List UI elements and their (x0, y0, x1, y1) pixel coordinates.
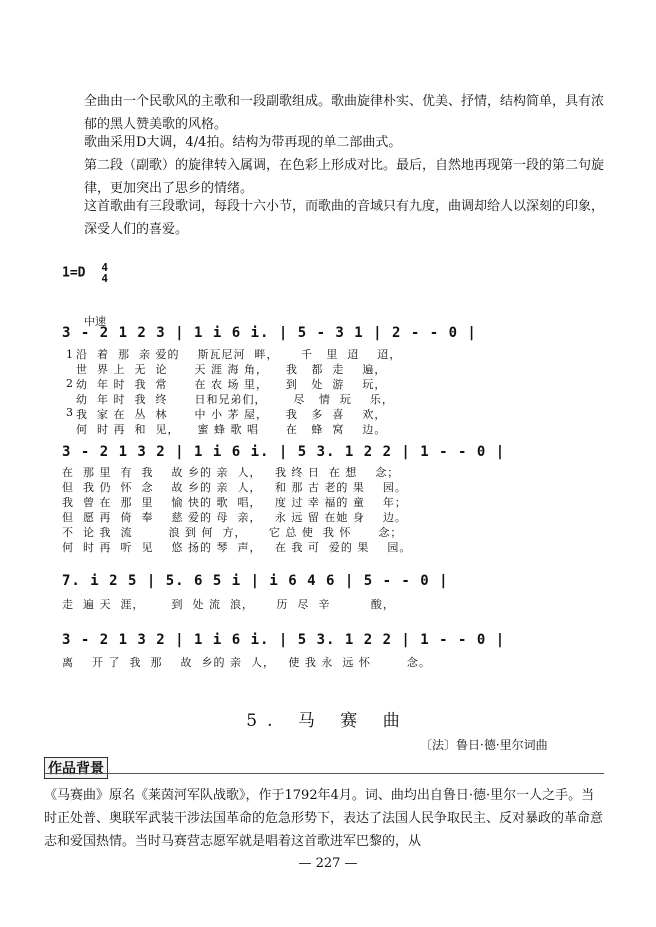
paragraph-2: 歌曲采用D大调，4/4拍。结构为带再现的单二部曲式。 (84, 135, 402, 150)
time-bottom: 4 (101, 272, 108, 285)
lyric-line: 在 那 里 有 我 故 乡的 亲 人， 我 终 日 在 想 念； (62, 466, 400, 479)
score-line-3-notes: 7. i 2 5 | 5. 6 5 i | i 6 4 6 | 5 - - 0 | (62, 573, 449, 589)
lyric-line: 幼 年 时 我 常 在 农 场 里， 到 处 游 玩， (76, 378, 387, 391)
time-signature (101, 262, 108, 284)
paragraph-1: 全曲由一个民歌风的主歌和一段副歌组成。歌曲旋律朴实、优美、抒情，结构简单，具有浓郁的黑人赞美歌的风格。 (84, 94, 605, 132)
lyric-line: 何 时 再 和 见， 蜜 蜂 歌 唱 在 蜂 窝 边。 (76, 423, 387, 436)
lyric-line: 我 曾 在 那 里 愉 快的 歌 唱， 度 过 幸 福的 童 年； (62, 496, 407, 509)
score-line-2-notes: 3 - 2 1 3 2 | 1 i 6 i. | 5 3. 1 2 2 | 1 - - 0 | (62, 444, 506, 460)
key-signature (62, 262, 108, 284)
composer-credit: 〔法〕鲁日·德·里尔词曲 (420, 738, 548, 752)
verse-marker-2: 2 (66, 377, 73, 390)
lyric-line: 不 论 我 流 浪 到 何 方， 它 总 使 我 怀 念； (62, 526, 403, 539)
paragraph-4: 这首歌曲有三段歌词，每段十六小节，而歌曲的音域只有九度，曲调却给人以深刻的印象，深受人们的喜爱。 (84, 199, 605, 237)
key-label: 1=D (62, 265, 86, 281)
tag-underline (44, 773, 604, 774)
lyric-line: 离 开 了 我 那 故 乡的 亲 人， 使 我 永 远 怀 念。 (62, 656, 431, 669)
time-top: 4 (101, 261, 108, 274)
score-line-1-notes: 3 - 2 1 2 3 | 1 i 6 i. | 5 - 3 1 | 2 - - 0 | (62, 325, 477, 341)
lyric-line: 走 遍 天 涯， 到 处 流 浪， 历 尽 辛 酸， (62, 598, 395, 611)
tempo-marking: 中速 (84, 315, 106, 328)
lyric-line: 何 时 再 听 见 悠 扬的 琴 声， 在 我 可 爱的 果 园。 (62, 541, 412, 554)
verse-marker-3: 3 (66, 406, 73, 419)
page-number: — 227 — (298, 856, 358, 871)
lyric-line: 但 愿 再 倚 奉 慈 爱的 母 亲， 永 远 留 在她 身 边。 (62, 511, 407, 524)
section-title: 5. 马 赛 曲 (246, 711, 410, 731)
score-line-4-notes: 3 - 2 1 3 2 | 1 i 6 i. | 5 3. 1 2 2 | 1 - - 0 | (62, 632, 506, 648)
lyric-line: 幼 年 时 我 终 日和兄弟们， 尽 情 玩 乐， (76, 393, 394, 406)
section-tag: 作品背景 (44, 757, 108, 779)
lyric-line: 世 界 上 无 论 天 涯 海 角， 我 都 走 遍， (76, 363, 387, 376)
lyric-line: 但 我 仍 怀 念 故 乡的 亲 人， 和 那 古 老的 果 园。 (62, 481, 407, 494)
lyric-line: 我 家 在 丛 林 中 小 茅 屋， 我 多 喜 欢， (76, 408, 387, 421)
verse-marker-1: 1 (66, 348, 73, 361)
background-text: 《马赛曲》原名《莱茵河军队战歌》，作于1792年4月。词、曲均出自鲁日·德·里尔一人之手。当时正处普、奥联军武装干涉法国革命的危急形势下，表达了法国人民争取民主、反对暴政的革命意志和爱国热情。当时马赛营志愿军就是唱着这首歌进军巴黎的，从 (44, 788, 604, 849)
paragraph-3: 第二段（副歌）的旋律转入属调，在色彩上形成对比。最后，自然地再现第一段的第二句旋律，更加突出了思乡的情绪。 (84, 158, 605, 196)
lyric-line: 沿 着 那 亲 爱的 斯瓦尼河 畔， 千 里 迢 迢， (76, 348, 402, 361)
